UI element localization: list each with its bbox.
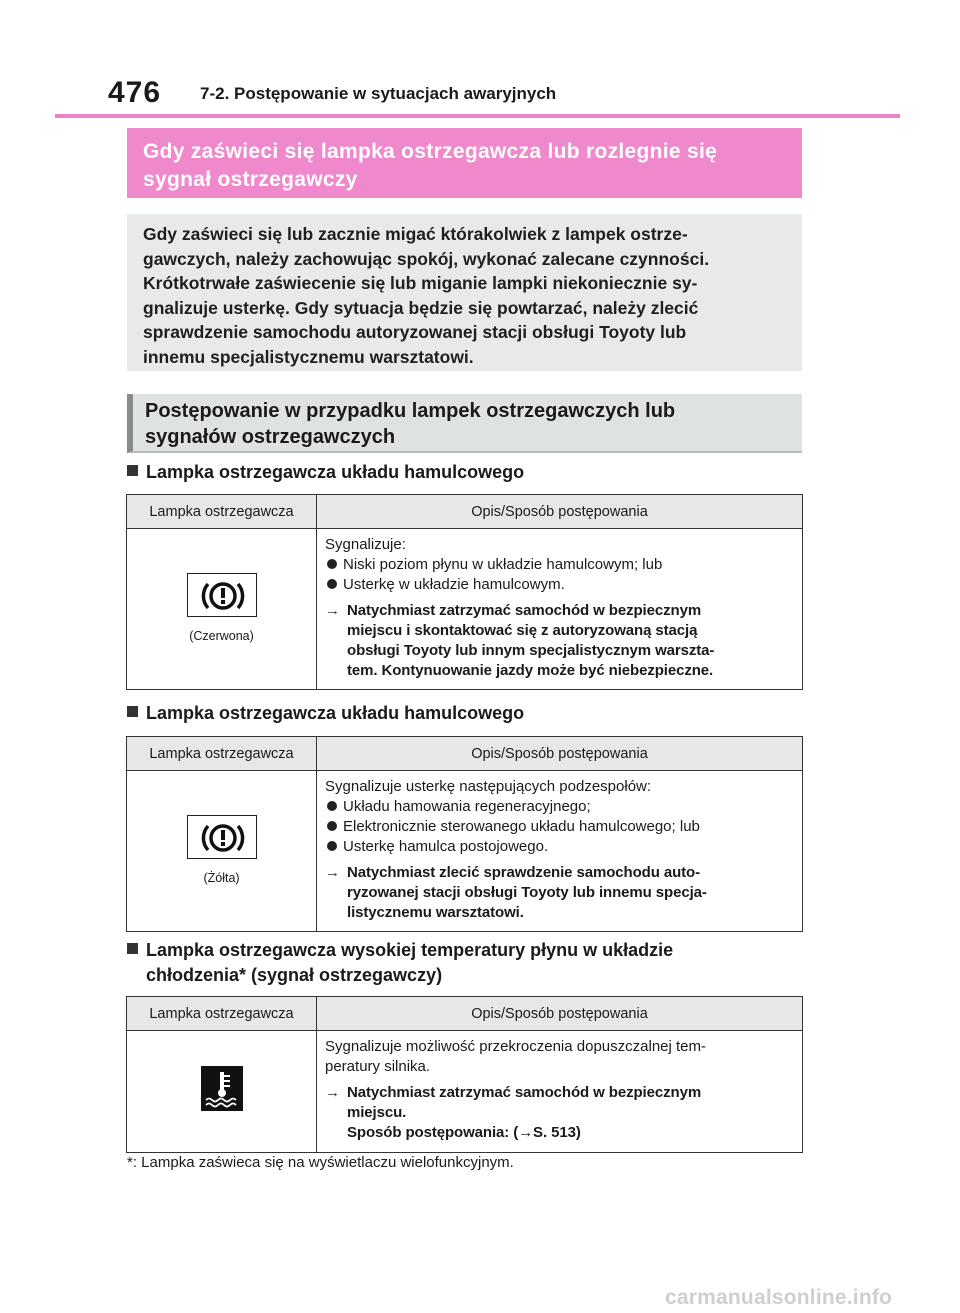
subsection-title: Lampka ostrzegawcza układu hamulcowego <box>127 460 524 485</box>
header-divider <box>55 114 900 118</box>
list-item: Usterkę w układzie hamulcowym. <box>325 575 794 595</box>
subsection-title: Lampka ostrzegawcza układu hamulcowego <box>127 701 524 726</box>
intro-line: gnalizuje usterkę. Gdy sytuacja będzie się powtarzać, należy zlecić <box>143 297 699 318</box>
list-item: Niski poziom płynu w układzie hamulcowym; lub <box>325 555 794 575</box>
intro-line: Gdy zaświeci się lub zacznie migać którakolwiek z lampek ostrze- <box>143 224 688 244</box>
table-header-lamp: Lampka ostrzegawcza <box>127 997 317 1031</box>
warning-table-coolant <box>126 996 803 1153</box>
list-item: Układu hamowania regeneracyjnego; <box>325 797 794 817</box>
arrow-icon: → <box>325 864 340 881</box>
square-bullet-icon <box>127 706 138 717</box>
chapter-banner <box>127 128 802 198</box>
table-header-lamp: Lampka ostrzegawcza <box>127 495 317 529</box>
intro-box <box>127 214 802 371</box>
list-item: Usterkę hamulca postojowego. <box>325 837 794 857</box>
brake-warning-icon <box>187 815 257 859</box>
description-cell <box>317 1031 803 1153</box>
bullet-dot-icon <box>327 801 337 811</box>
lamp-cell <box>127 1031 317 1153</box>
action-instruction: → Natychmiast zatrzymać samochód w bezpiecznym miejscu i skontaktować się z autoryzowaną stacją obsługi Toyoty lub innym specjalistycznym warszta- tem. Kontynuowanie jazdy może być niebezpieczne. <box>325 602 715 679</box>
banner-line-2: sygnał ostrzegawczy <box>143 168 358 191</box>
arrow-icon: → <box>325 1084 340 1101</box>
lamp-cell <box>127 771 317 932</box>
coolant-temperature-icon <box>201 1066 243 1111</box>
description-intro: Sygnalizuje usterkę następujących podzespołów: <box>325 778 652 795</box>
table-header-description: Opis/Sposób postępowania <box>317 997 803 1031</box>
banner-line-1: Gdy zaświeci się lampka ostrzegawcza lub rozlegnie się <box>143 140 718 163</box>
intro-line: gawczych, należy zachowując spokój, wykonać zalecane czynności. <box>143 248 710 269</box>
list-item: Elektronicznie sterowanego układu hamulcowego; lub <box>325 817 794 837</box>
description-line: Sygnalizuje możliwość przekroczenia dopuszczalnej tem- <box>325 1038 706 1055</box>
square-bullet-icon <box>127 465 138 476</box>
watermark: carmanualsonline.info <box>665 1286 893 1309</box>
bullet-dot-icon <box>327 841 337 851</box>
arrow-icon: → <box>518 1124 534 1141</box>
lamp-color-caption: (Żółta) <box>203 870 240 885</box>
description-cell <box>317 771 803 932</box>
bullet-dot-icon <box>327 821 337 831</box>
description-line: peratury silnika. <box>325 1058 431 1075</box>
footnote: *: Lampka zaświeca się na wyświetlaczu wielofunkcyjnym. <box>127 1154 514 1171</box>
subsection-title: Lampka ostrzegawcza wysokiej temperatury płynu w układzie chłodzenia* (sygnał ostrzegawczy) <box>127 938 673 988</box>
lamp-color-caption: (Czerwona) <box>189 628 254 643</box>
intro-line: sprawdzenie samochodu autoryzowanej stacji obsługi Toyoty lub <box>143 322 687 342</box>
heading-line-1: Postępowanie w przypadku lampek ostrzegawczych lub <box>145 400 676 422</box>
brake-warning-icon <box>187 573 257 617</box>
page-header <box>108 70 900 116</box>
action-instruction: → Natychmiast zlecić sprawdzenie samochodu auto- ryzowanej stacji obsługi Toyoty lub innemu specja- listycznemu warsztatowi. <box>325 864 707 921</box>
square-bullet-icon <box>127 943 138 954</box>
bullet-dot-icon <box>327 579 337 589</box>
table-header-lamp: Lampka ostrzegawcza <box>127 737 317 771</box>
bullet-dot-icon <box>327 559 337 569</box>
lamp-cell <box>127 529 317 690</box>
table-header-description: Opis/Sposób postępowania <box>317 495 803 529</box>
table-header-description: Opis/Sposób postępowania <box>317 737 803 771</box>
page-reference: Sposób postępowania: (→S. 513) <box>347 1124 581 1141</box>
warning-table-brake-yellow <box>126 736 803 932</box>
section-heading <box>127 394 802 453</box>
description-intro: Sygnalizuje: <box>325 536 406 553</box>
heading-line-2: sygnałów ostrzegawczych <box>145 426 396 448</box>
warning-table-brake-red <box>126 494 803 690</box>
action-instruction: → Natychmiast zatrzymać samochód w bezpiecznym miejscu. Sposób postępowania: (→S. 513) <box>325 1083 794 1143</box>
arrow-icon: → <box>325 602 340 619</box>
intro-line: Krótkotrwałe zaświecenie się lub miganie lampki niekoniecznie sy- <box>143 273 698 293</box>
intro-line: innemu specjalistycznemu warsztatowi. <box>143 346 474 367</box>
description-cell <box>317 529 803 690</box>
section-title: 7-2. Postępowanie w sytuacjach awaryjnych <box>200 84 557 103</box>
page-number: 476 <box>108 76 162 109</box>
